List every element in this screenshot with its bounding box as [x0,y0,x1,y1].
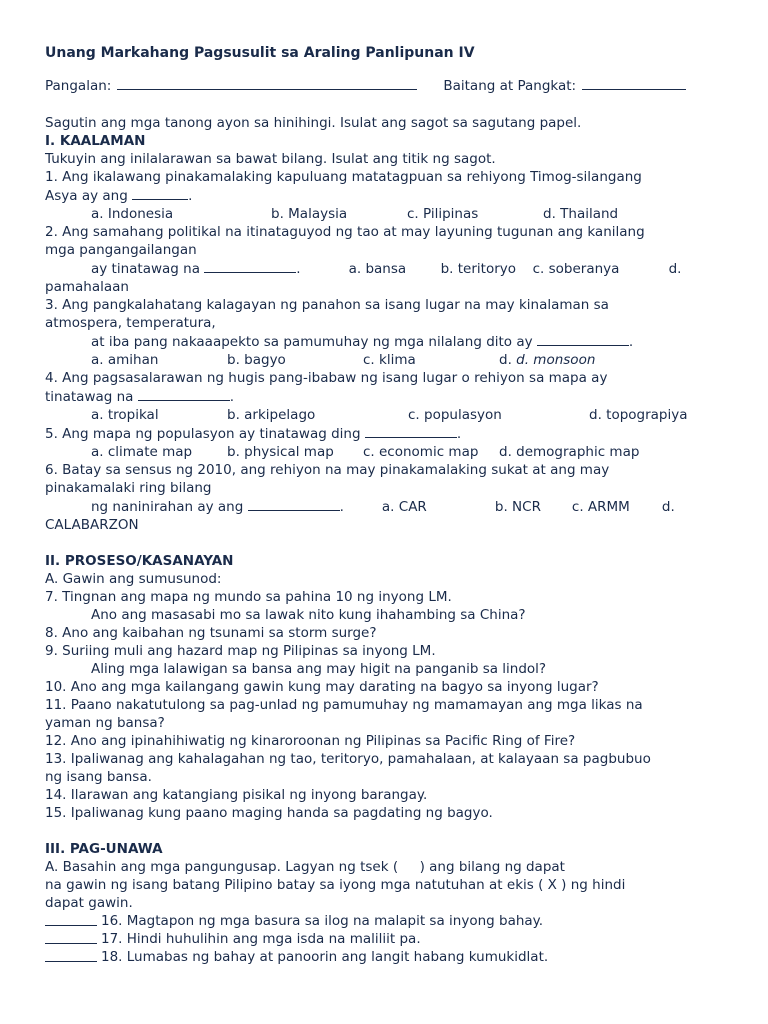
q6-line3 [45,497,725,516]
section2-item: 8. Ano ang kaibahan ng tsunami sa storm surge? [45,625,377,641]
q1-choice-d: d. Thailand [543,206,619,222]
section2-item: 7. Tingnan ang mapa ng mundo sa pahina 10 ng inyong LM. [45,589,452,605]
section2-item: 10. Ano ang mga kailangang gawin kung may darating na bagyo sa inyong lugar? [45,679,599,695]
q2-line1: 2. Ang samahang politikal na itinataguyod ng tao at may layuning tugunan ang kanilang [45,224,645,240]
section3-dir1: A. Basahin ang mga pangungusap. Lagyan ng tsek ( ) ang bilang ng dapat [45,859,565,875]
q6-choice-c: c. ARMM [571,499,630,515]
q1-line2 [45,186,725,205]
section2-item: 11. Paano nakatutulong sa pag-unlad ng pamumuhay ng mamamayan ang mga likas na [45,697,643,713]
q2-line4: pamahalaan [45,279,129,295]
q1-blank [132,186,188,200]
q5-stem: 5. Ang mapa ng populasyon ay tinatawag ding [45,426,365,442]
answer-blank[interactable] [45,912,97,926]
section3-dir2: na gawin ng isang batang Pilipino batay sa iyong mga natutuhan at ekis ( X ) ng hindi [45,877,626,893]
section3-list [45,912,725,966]
q5-choice-b: b. physical map [227,444,334,460]
q4-period: . [229,389,235,405]
q3-choice-c: c. klima [363,352,416,368]
q4-choice-b: b. arkipelago [227,407,316,423]
section3-heading: III. PAG-UNAWA [45,841,163,857]
q6-line1: 6. Batay sa sensus ng 2010, ang rehiyon na may pinakamalaking sukat at ang may [45,462,610,478]
q6-blank [248,497,340,511]
section2-item: 13. Ipaliwanag ang kahalagahan ng tao, teritoryo, pamahalaan, at kalayaan sa pagbubuo [45,751,651,767]
grade-label: Baitang at Pangkat: [443,78,577,94]
name-label: Pangalan: [45,78,112,94]
q1-choices [45,205,725,223]
q5-blank [365,424,457,438]
exam-title: Unang Markahang Pagsusulit sa Araling Panlipunan IV [45,45,475,61]
q2-period: . [296,261,301,277]
q3-choice-b: b. bagyo [227,352,286,368]
q6-choice-a: a. CAR [381,499,427,515]
q6-choice-b: b. NCR [494,499,541,515]
section2-item: 12. Ano ang ipinahihiwatig ng kinaroroonan ng Pilipinas sa Pacific Ring of Fire? [45,733,576,749]
q5-choice-a: a. climate map [91,444,193,460]
section2-item: ng isang bansa. [45,769,152,785]
q3-line3 [45,332,725,351]
section1-heading: I. KAALAMAN [45,133,146,149]
q3-line2: atmospera, temperatura, [45,315,216,331]
section2-item: 15. Ipaliwanag kung paano maging handa sa pagdating ng bagyo. [45,805,493,821]
q6-stem: ng naninirahan ay ang [91,499,248,515]
q4-choice-d: d. topograpiya [589,407,688,423]
section2-item: 14. Ilarawan ang katangiang pisikal ng inyong barangay. [45,787,428,803]
grade-blank[interactable] [582,76,686,90]
q2-line3 [45,259,725,278]
section3-item [45,930,725,948]
q3-choices [45,351,725,369]
section2-list [45,588,725,822]
q6-line4: CALABARZON [45,517,139,533]
q2-choice-a: a. bansa [348,261,407,277]
q1-period: . [188,188,193,204]
q3-period: . [628,334,634,350]
answer-blank[interactable] [45,948,97,962]
instruction: Sagutin ang mga tanong ayon sa hinihingi. Isulat ang sagot sa sagutang papel. [45,115,582,131]
section2-item: Aling mga lalawigan sa bansa ang may higit na panganib sa lindol? [91,661,547,677]
section2-sub: A. Gawin ang sumusunod: [45,571,222,587]
q3-line1: 3. Ang pangkalahatang kalagayan ng panahon sa isang lugar na may kinalaman sa [45,297,609,313]
q6-choice-d: d. [661,499,675,515]
section3-item-text: 18. Lumabas ng bahay at panoorin ang langit habang kumukidlat. [101,949,549,965]
section3-dir3: dapat gawin. [45,895,133,911]
section1-directions: Tukuyin ang inilalarawan sa bawat bilang. Isulat ang titik ng sagot. [45,151,496,167]
q5-choice-c: c. economic map [363,444,479,460]
q5-choices [45,443,725,461]
q2-choice-c: c. soberanya [532,261,620,277]
answer-blank[interactable] [45,930,97,944]
section3-item-text: 17. Hindi huhulihin ang mga isda na maliliit pa. [101,931,421,947]
q4-blank [138,387,230,401]
q2-choice-d: d. [668,261,682,277]
section2-item: Ano ang masasabi mo sa lawak nito kung ihahambing sa China? [91,607,526,623]
q1-stem: Asya ay ang [45,188,133,204]
q2-blank [204,259,296,273]
section3-item [45,948,725,966]
q4-line1: 4. Ang pagsasalarawan ng hugis pang-ibabaw ng isang lugar o rehiyon sa mapa ay [45,370,608,386]
q3-choice-d-text: d. monsoon [516,352,596,368]
q4-choices [45,406,725,424]
q3-blank [537,332,629,346]
q4-choice-a: a. tropikal [91,407,159,423]
q4-line2 [45,387,725,406]
section2-item: yaman ng bansa? [45,715,165,731]
q2-stem: ay tinatawag na [91,261,205,277]
q3-stem: at iba pang nakaaapekto sa pamumuhay ng mga nilalang dito ay [91,334,537,350]
q6-period: . [339,499,344,515]
section2-heading: II. PROSESO/KASANAYAN [45,553,234,569]
q1-choice-b: b. Malaysia [271,206,348,222]
q2-choice-b: b. teritoryo [440,261,516,277]
q4-stem: tinatawag na [45,389,138,405]
q3-choice-a: a. amihan [91,352,159,368]
q2-line2: mga pangangailangan [45,242,197,258]
section2-item: 9. Suriing muli ang hazard map ng Pilipinas sa inyong LM. [45,643,436,659]
name-blank[interactable] [117,76,417,90]
q6-line2: pinakamalaki ring bilang [45,480,212,496]
name-grade-row [45,76,725,95]
q4-choice-c: c. populasyon [408,407,502,423]
section3-item-text: 16. Magtapon ng mga basura sa ilog na malapit sa inyong bahay. [101,913,544,929]
q1-choice-a: a. Indonesia [91,206,174,222]
q1-choice-c: c. Pilipinas [407,206,479,222]
q1-line1: 1. Ang ikalawang pinakamalaking kapuluang matatagpuan sa rehiyong Timog-silangang [45,169,642,185]
q5-line1 [45,424,725,443]
exam-page [45,44,725,966]
q5-period: . [456,426,462,442]
q5-choice-d: d. demographic map [499,444,640,460]
q3-choice-d: d. d. monsoon [499,352,596,368]
section3-item [45,912,725,930]
